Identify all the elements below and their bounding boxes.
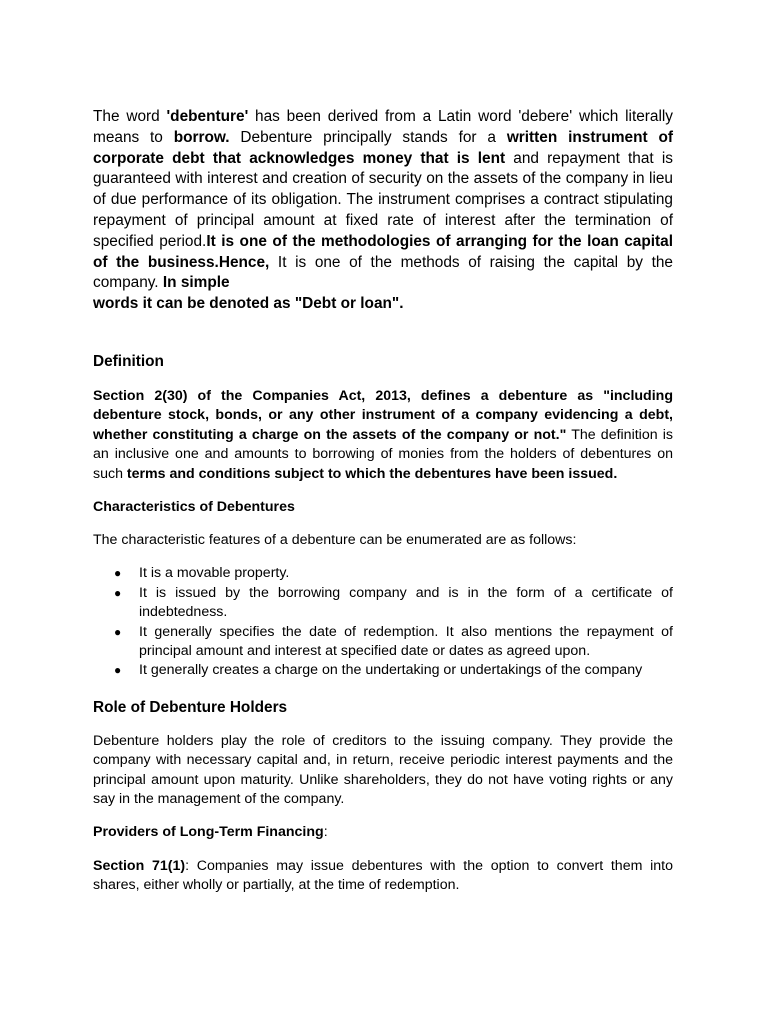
list-item-text: It generally creates a charge on the undertaking or undertakings of the company bbox=[139, 662, 643, 679]
definition-paragraph bbox=[93, 387, 673, 484]
list-item bbox=[93, 584, 673, 623]
intro-text: It is one of the methods of raising the capital by the company. bbox=[93, 253, 673, 292]
definition-text: The definition is an inclusive one and amounts to borrowing of monies from the holders of debentures on such bbox=[93, 426, 673, 482]
bullet-icon: ● bbox=[114, 663, 122, 678]
intro-bold: 'debenture' bbox=[166, 108, 249, 125]
characteristics-list bbox=[93, 564, 673, 680]
bullet-icon: ● bbox=[114, 624, 122, 639]
list-item-text: It is a movable property. bbox=[139, 565, 290, 582]
intro-bold: It is one of the methodologies of arranging for the loan capital of the business.Hence, bbox=[93, 232, 674, 271]
intro-paragraph bbox=[93, 107, 673, 315]
intro-text: The word bbox=[93, 108, 167, 125]
section71-paragraph bbox=[93, 857, 673, 896]
list-item bbox=[93, 564, 673, 583]
document-content bbox=[93, 107, 673, 896]
role-heading: Role of Debenture Holders bbox=[93, 698, 288, 716]
providers-heading-text: Providers of Long-Term Financing bbox=[93, 824, 324, 841]
list-item-text: It is issued by the borrowing company and is in the form of a certificate of indebtedness. bbox=[139, 584, 673, 621]
characteristics-lead: The characteristic features of a debenture can be enumerated are as follows: bbox=[93, 532, 577, 548]
intro-text: and repayment that is guaranteed with interest and creation of security on the assets of the company in lieu of due performance of its obligation. The instrument comprises a contract stipulating repayment of principal amount at fixed rate of interest after the termination of specified period. bbox=[93, 149, 673, 250]
providers-colon: : bbox=[323, 824, 328, 841]
definition-bold: Section 2(30) of the Companies Act, 2013, defines a debenture as "including debenture stock, bonds, or any other instrument of a company evidencing a debt, whether constituting a charge on the assets of the company or not." bbox=[93, 387, 673, 443]
bullet-icon: ● bbox=[114, 585, 122, 600]
list-item bbox=[93, 623, 673, 662]
providers-heading bbox=[93, 823, 673, 842]
characteristics-heading: Characteristics of Debentures bbox=[93, 499, 295, 515]
list-item-text: It generally specifies the date of redemption. It also mentions the repayment of principal amount and interest at specified date or dates as agreed upon. bbox=[139, 623, 673, 660]
list-item bbox=[93, 661, 673, 680]
intro-text: has been derived from a Latin word 'debere' which literally means to bbox=[93, 108, 674, 146]
definition-heading: Definition bbox=[93, 352, 164, 370]
role-paragraph: Debenture holders play the role of creditors to the issuing company. They provide the company with necessary capital and, in return, receive periodic interest payments and the principal amount upon maturity. Unlike shareholders, they do not have voting rights or any say in the management of the company. bbox=[93, 732, 673, 808]
definition-bold: terms and conditions subject to which the debentures have been issued. bbox=[126, 465, 618, 482]
intro-bold: In simple bbox=[162, 274, 230, 292]
intro-bold: written instrument of corporate debt that acknowledges money that is lent bbox=[93, 128, 673, 167]
section71-text: : Companies may issue debentures with the option to convert them into shares, either wholly or partially, at the time of redemption. bbox=[93, 857, 674, 894]
intro-text: Debenture principally stands for a bbox=[229, 128, 507, 146]
bullet-icon: ● bbox=[114, 566, 122, 581]
intro-bold: words it can be denoted as "Debt or loan". bbox=[93, 295, 404, 313]
section71-label: Section 71(1) bbox=[93, 857, 186, 874]
intro-bold: borrow. bbox=[173, 128, 230, 146]
